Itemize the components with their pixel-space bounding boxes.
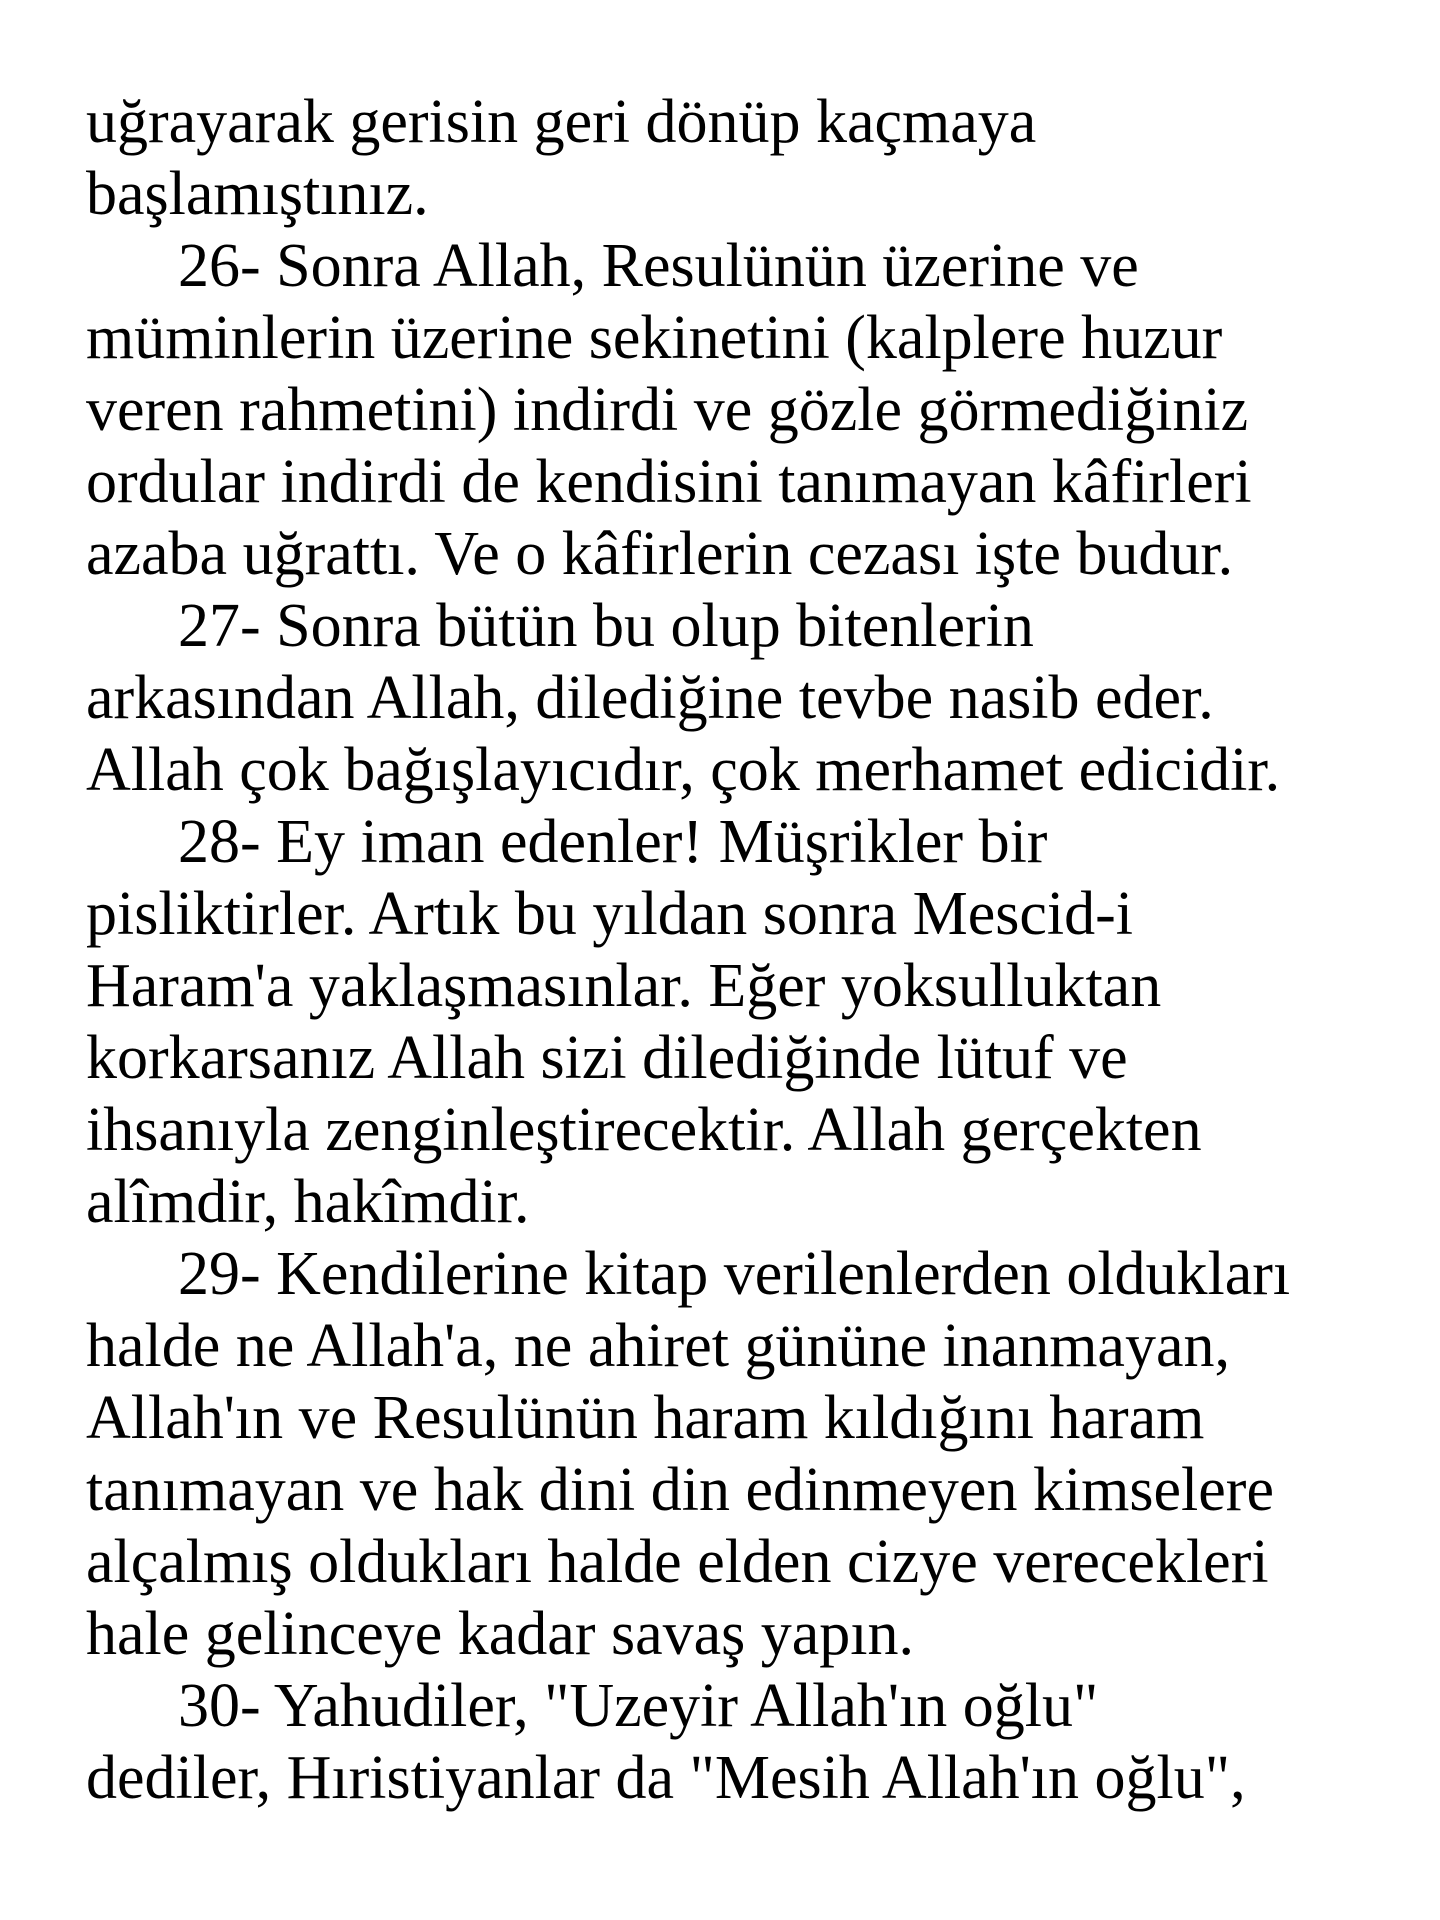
text-line: Allah çok bağışlayıcıdır, çok merhamet edicidir.	[86, 736, 1281, 804]
text-line: uğrayarak gerisin geri dönüp kaçmaya	[86, 88, 1037, 156]
text-line: veren rahmetini) indirdi ve gözle görmediğiniz	[86, 376, 1249, 444]
text-line: hale gelinceye kadar savaş yapın.	[86, 1600, 915, 1668]
text-line: Haram'a yaklaşmasınlar. Eğer yoksulluktan	[86, 952, 1162, 1020]
text-line: alîmdir, hakîmdir.	[86, 1168, 530, 1236]
text-line: arkasından Allah, dilediğine tevbe nasib eder.	[86, 664, 1214, 732]
text-line: azaba uğrattı. Ve o kâfirlerin cezası işte budur.	[86, 520, 1234, 588]
verse-28-start: 28- Ey iman edenler! Müşrikler bir	[178, 808, 1048, 876]
text-line: tanımayan ve hak dini din edinmeyen kimselere	[86, 1456, 1274, 1524]
text-line: müminlerin üzerine sekinetini (kalplere huzur	[86, 304, 1223, 372]
text-line: halde ne Allah'a, ne ahiret gününe inanmayan,	[86, 1312, 1230, 1380]
text-line: ordular indirdi de kendisini tanımayan kâfirleri	[86, 448, 1252, 516]
text-line: dediler, Hıristiyanlar da "Mesih Allah'ın oğlu",	[86, 1744, 1246, 1812]
verse-30-start: 30- Yahudiler, "Uzeyir Allah'ın oğlu"	[178, 1672, 1099, 1740]
text-line: korkarsanız Allah sizi dilediğinde lütuf ve	[86, 1024, 1128, 1092]
text-line: alçalmış oldukları halde elden cizye verecekleri	[86, 1528, 1269, 1596]
verse-29-start: 29- Kendilerine kitap verilenlerden oldukları	[178, 1240, 1291, 1308]
verse-26-start: 26- Sonra Allah, Resulünün üzerine ve	[178, 232, 1139, 300]
text-line: Allah'ın ve Resulünün haram kıldığını haram	[86, 1384, 1205, 1452]
verse-27-start: 27- Sonra bütün bu olup bitenlerin	[178, 592, 1034, 660]
text-line: ihsanıyla zenginleştirecektir. Allah gerçekten	[86, 1096, 1202, 1164]
text-line: başlamıştınız.	[86, 160, 429, 228]
text-line: pisliktirler. Artık bu yıldan sonra Mescid-i	[86, 880, 1133, 948]
document-page	[86, 86, 1386, 1814]
